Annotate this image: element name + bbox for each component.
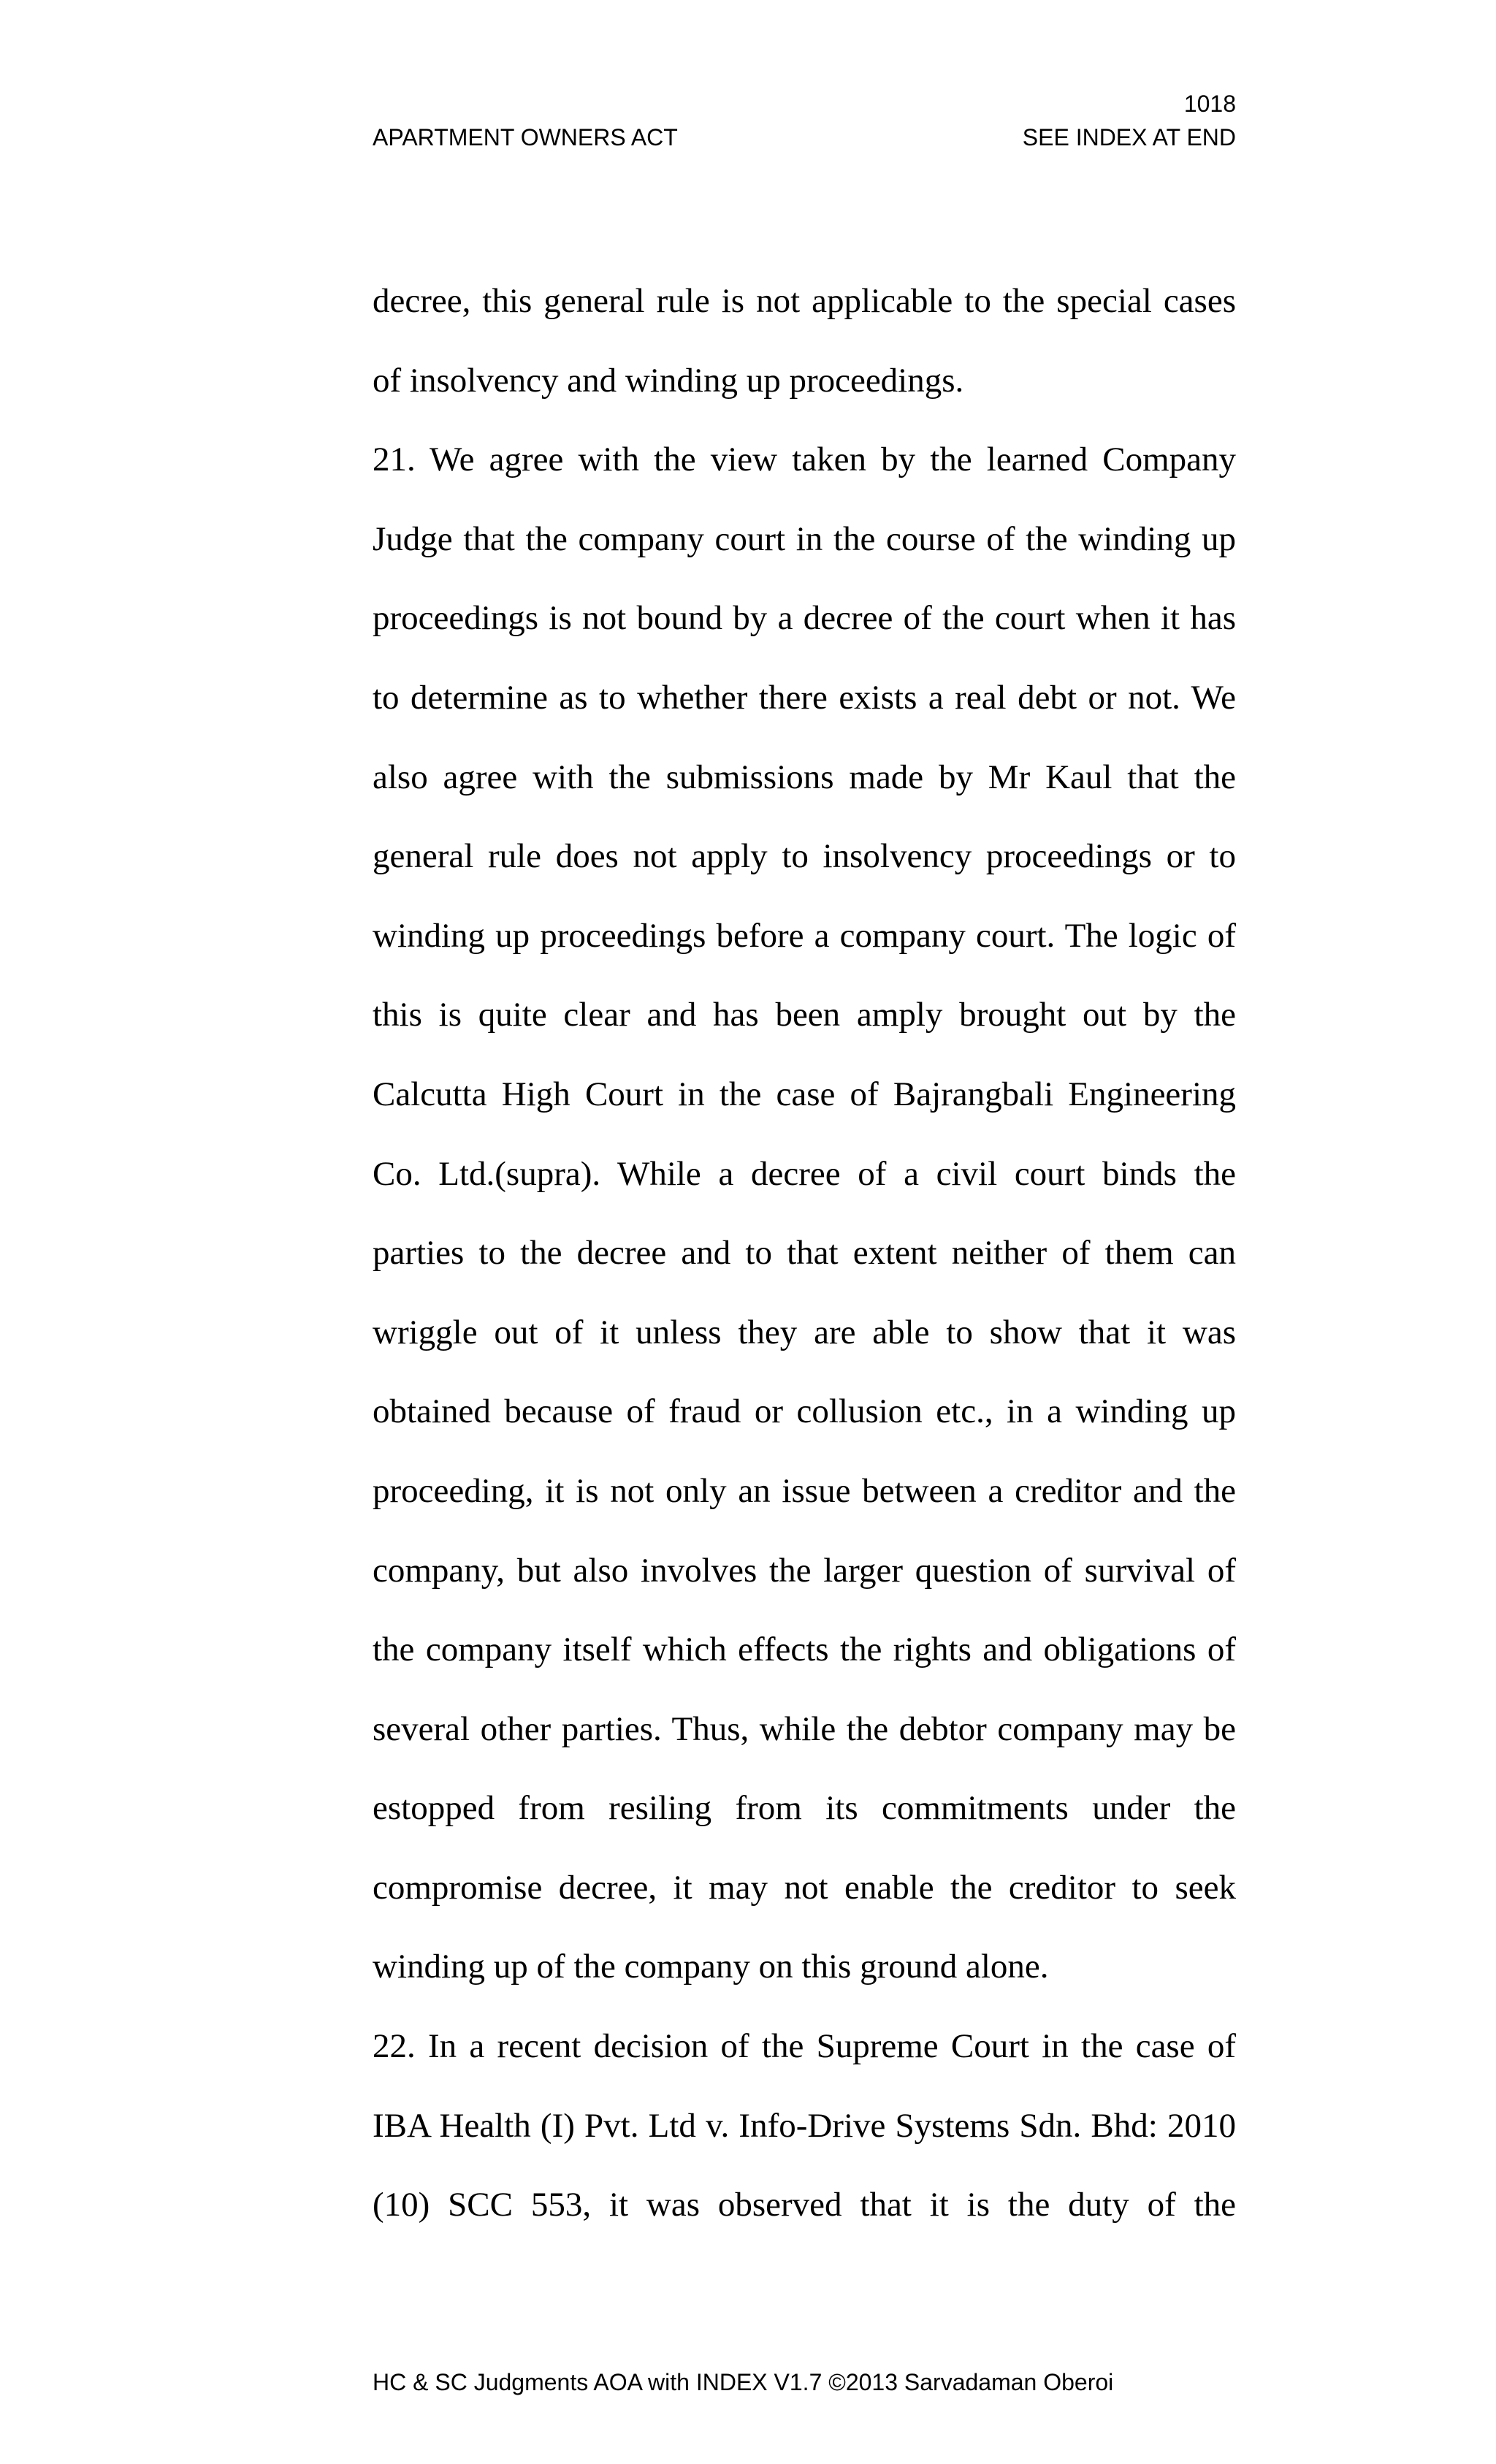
body-line: IBA Health (I) Pvt. Ltd v. Info-Drive Systems Sdn. Bhd: 2010 (373, 2106, 1236, 2145)
body-line: the company itself which effects the rights and obligations of (373, 1630, 1236, 1669)
body-line: estopped from resiling from its commitments under the (373, 1789, 1236, 1828)
page-number: 1018 (1183, 91, 1236, 117)
body-line: also agree with the submissions made by Mr Kaul that the (373, 758, 1236, 796)
body-line: several other parties. Thus, while the debtor company may be (373, 1709, 1236, 1748)
body-line: winding up of the company on this ground alone. (373, 1948, 1049, 1986)
body-line: company, but also involves the larger question of survival of (373, 1551, 1236, 1590)
running-header-title: APARTMENT OWNERS ACT (373, 124, 678, 150)
body-line: winding up proceedings before a company court. The logic of (373, 916, 1236, 955)
body-line: wriggle out of it unless they are able to show that it was (373, 1313, 1236, 1351)
body-line: obtained because of fraud or collusion etc., in a winding up (373, 1392, 1236, 1431)
body-line: of insolvency and winding up proceedings. (373, 361, 964, 400)
body-line: parties to the decree and to that extent neither of them can (373, 1234, 1236, 1273)
body-line: compromise decree, it may not enable the creditor to seek (373, 1868, 1236, 1907)
paragraph-21-line: 21. We agree with the view taken by the learned Company (373, 440, 1236, 479)
body-line: general rule does not apply to insolvency proceedings or to (373, 837, 1236, 876)
body-line: decree, this general rule is not applicable to the special cases (373, 282, 1236, 320)
body-line: proceedings is not bound by a decree of the court when it has (373, 599, 1236, 638)
body-line: Co. Ltd.(supra). While a decree of a civil court binds the (373, 1154, 1236, 1193)
body-line: this is quite clear and has been amply brought out by the (373, 996, 1236, 1034)
body-line: Calcutta High Court in the case of Bajrangbali Engineering (373, 1075, 1236, 1113)
body-line: proceeding, it is not only an issue between a creditor and the (373, 1471, 1236, 1510)
body-line: (10) SCC 553, it was observed that it is the duty of the (373, 2186, 1236, 2224)
document-body (373, 262, 1236, 2245)
body-line: Judge that the company court in the course of the winding up (373, 519, 1236, 558)
paragraph-22-line: 22. In a recent decision of the Supreme Court in the case of (373, 2027, 1236, 2066)
page-footer: HC & SC Judgments AOA with INDEX V1.7 ©2013 Sarvadaman Oberoi (373, 2369, 1114, 2395)
running-header-index-note: SEE INDEX AT END (1022, 124, 1236, 150)
body-line: to determine as to whether there exists a real debt or not. We (373, 678, 1236, 717)
